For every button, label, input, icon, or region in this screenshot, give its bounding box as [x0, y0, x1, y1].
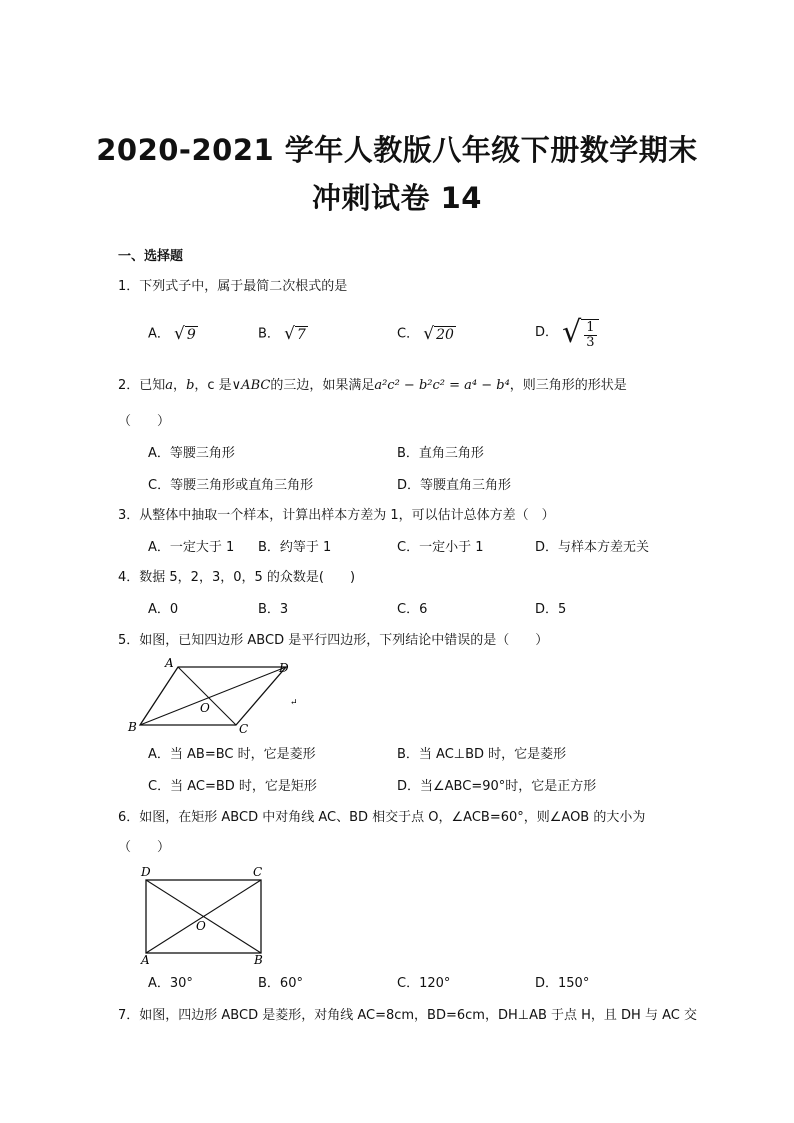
- q3-option-d: D．与样本方差无关: [535, 540, 650, 555]
- q2-text-pre: 2．已知: [118, 378, 166, 393]
- var-a: a: [165, 378, 174, 393]
- option-label: A．: [148, 326, 170, 342]
- return-mark: ↵: [290, 698, 298, 708]
- exam-title-line2: 冲刺试卷 14: [312, 181, 482, 215]
- section-heading: 一、选择题: [118, 249, 184, 264]
- q2-sep: ，: [173, 378, 187, 393]
- option-label: B．: [258, 326, 280, 342]
- q4-option-d: D．5: [535, 602, 567, 617]
- q1-option-c: [397, 325, 456, 344]
- radicand: 20: [436, 327, 454, 343]
- label-c: C: [239, 722, 249, 736]
- numerator: 1: [586, 320, 595, 335]
- q6-answer-paren: （ ）: [118, 840, 171, 855]
- label-d: D: [279, 661, 289, 675]
- triangle-abc: ∨ABC: [231, 378, 271, 393]
- q3-option-c: C．一定小于 1: [397, 540, 484, 555]
- radicand: 7: [296, 327, 306, 343]
- sqrt-expression: √ 9: [174, 324, 196, 344]
- q2-text-post: ，则三角形的形状是: [509, 378, 627, 393]
- q2-option-c: C．等腰三角形或直角三角形: [148, 478, 314, 493]
- q3-stem: 3．从整体中抽取一个样本，计算出样本方差为 1，可以估计总体方差（ ）: [118, 508, 555, 523]
- label-o: O: [200, 701, 210, 715]
- radicand: 9: [186, 327, 196, 343]
- q1-option-a: [148, 325, 198, 344]
- q3-option-a: A．一定大于 1: [148, 540, 235, 555]
- q2-text-mid: 的三边，如果满足: [270, 378, 375, 393]
- q6-option-d: D．150°: [535, 976, 590, 991]
- q6-option-b: B．60°: [258, 976, 303, 991]
- sqrt-expression: √ 20: [423, 324, 454, 344]
- q2-stem: [118, 377, 627, 395]
- q4-option-a: A．0: [148, 602, 179, 617]
- sqrt-expression: √ 7: [284, 324, 306, 344]
- parallelogram-figure: [120, 655, 320, 740]
- q6-option-a: A．30°: [148, 976, 193, 991]
- label-o: O: [196, 919, 206, 933]
- q4-option-b: B．3: [258, 602, 289, 617]
- diagonal-ac: [178, 667, 236, 725]
- label-b: B: [128, 720, 137, 734]
- q2-option-d: D．等腰直角三角形: [397, 478, 512, 493]
- diagonal-bd: [140, 667, 286, 725]
- q6-stem: 6．如图，在矩形 ABCD 中对角线 AC、BD 相交于点 O，∠ACB=60°，则∠AOB 的大小为: [118, 810, 646, 825]
- label-a: A: [165, 656, 174, 670]
- q4-option-c: C．6: [397, 602, 428, 617]
- label-a: A: [141, 953, 150, 967]
- q2-option-a: A．等腰三角形: [148, 446, 235, 461]
- q3-option-b: B．约等于 1: [258, 540, 332, 555]
- q5-option-c: C．当 AC=BD 时，它是矩形: [148, 779, 317, 794]
- rectangle-figure: [135, 864, 275, 970]
- q2-formula: a²c² − b²c² = a⁴ − b⁴: [374, 378, 510, 393]
- q1-stem: 1．下列式子中，属于最简二次根式的是: [118, 279, 348, 294]
- q5-option-b: B．当 AC⊥BD 时，它是菱形: [397, 747, 567, 762]
- option-label: C．: [397, 326, 420, 342]
- q2-answer-paren: （ ）: [118, 414, 171, 429]
- denominator: 3: [586, 335, 595, 350]
- label-d: D: [141, 865, 151, 879]
- q1-option-d: [535, 316, 599, 350]
- fraction: [581, 319, 598, 350]
- q2-sep: ，c 是: [194, 378, 232, 393]
- var-b: b: [186, 378, 195, 393]
- option-label: D．: [535, 325, 559, 340]
- q5-option-a: A．当 AB=BC 时，它是菱形: [148, 747, 316, 762]
- q6-option-c: C．120°: [397, 976, 451, 991]
- q5-option-d: D．当∠ABC=90°时，它是正方形: [397, 779, 597, 794]
- q4-stem: 4．数据 5，2，3，0，5 的众数是( ): [118, 570, 356, 585]
- label-b: B: [254, 953, 263, 967]
- q5-stem: 5．如图，已知四边形 ABCD 是平行四边形，下列结论中错误的是（ ）: [118, 633, 549, 648]
- sqrt-fraction-expression: √ $\frac{1}{3}$: [562, 316, 598, 350]
- q7-stem: 7．如图，四边形 ABCD 是菱形，对角线 AC=8cm，BD=6cm，DH⊥AB 于点 H，且 DH 与 AC 交: [118, 1008, 697, 1023]
- q1-option-b: [258, 325, 308, 344]
- exam-title-line1: 2020-2021 学年人教版八年级下册数学期末: [96, 133, 698, 167]
- label-c: C: [253, 865, 263, 879]
- q2-option-b: B．直角三角形: [397, 446, 484, 461]
